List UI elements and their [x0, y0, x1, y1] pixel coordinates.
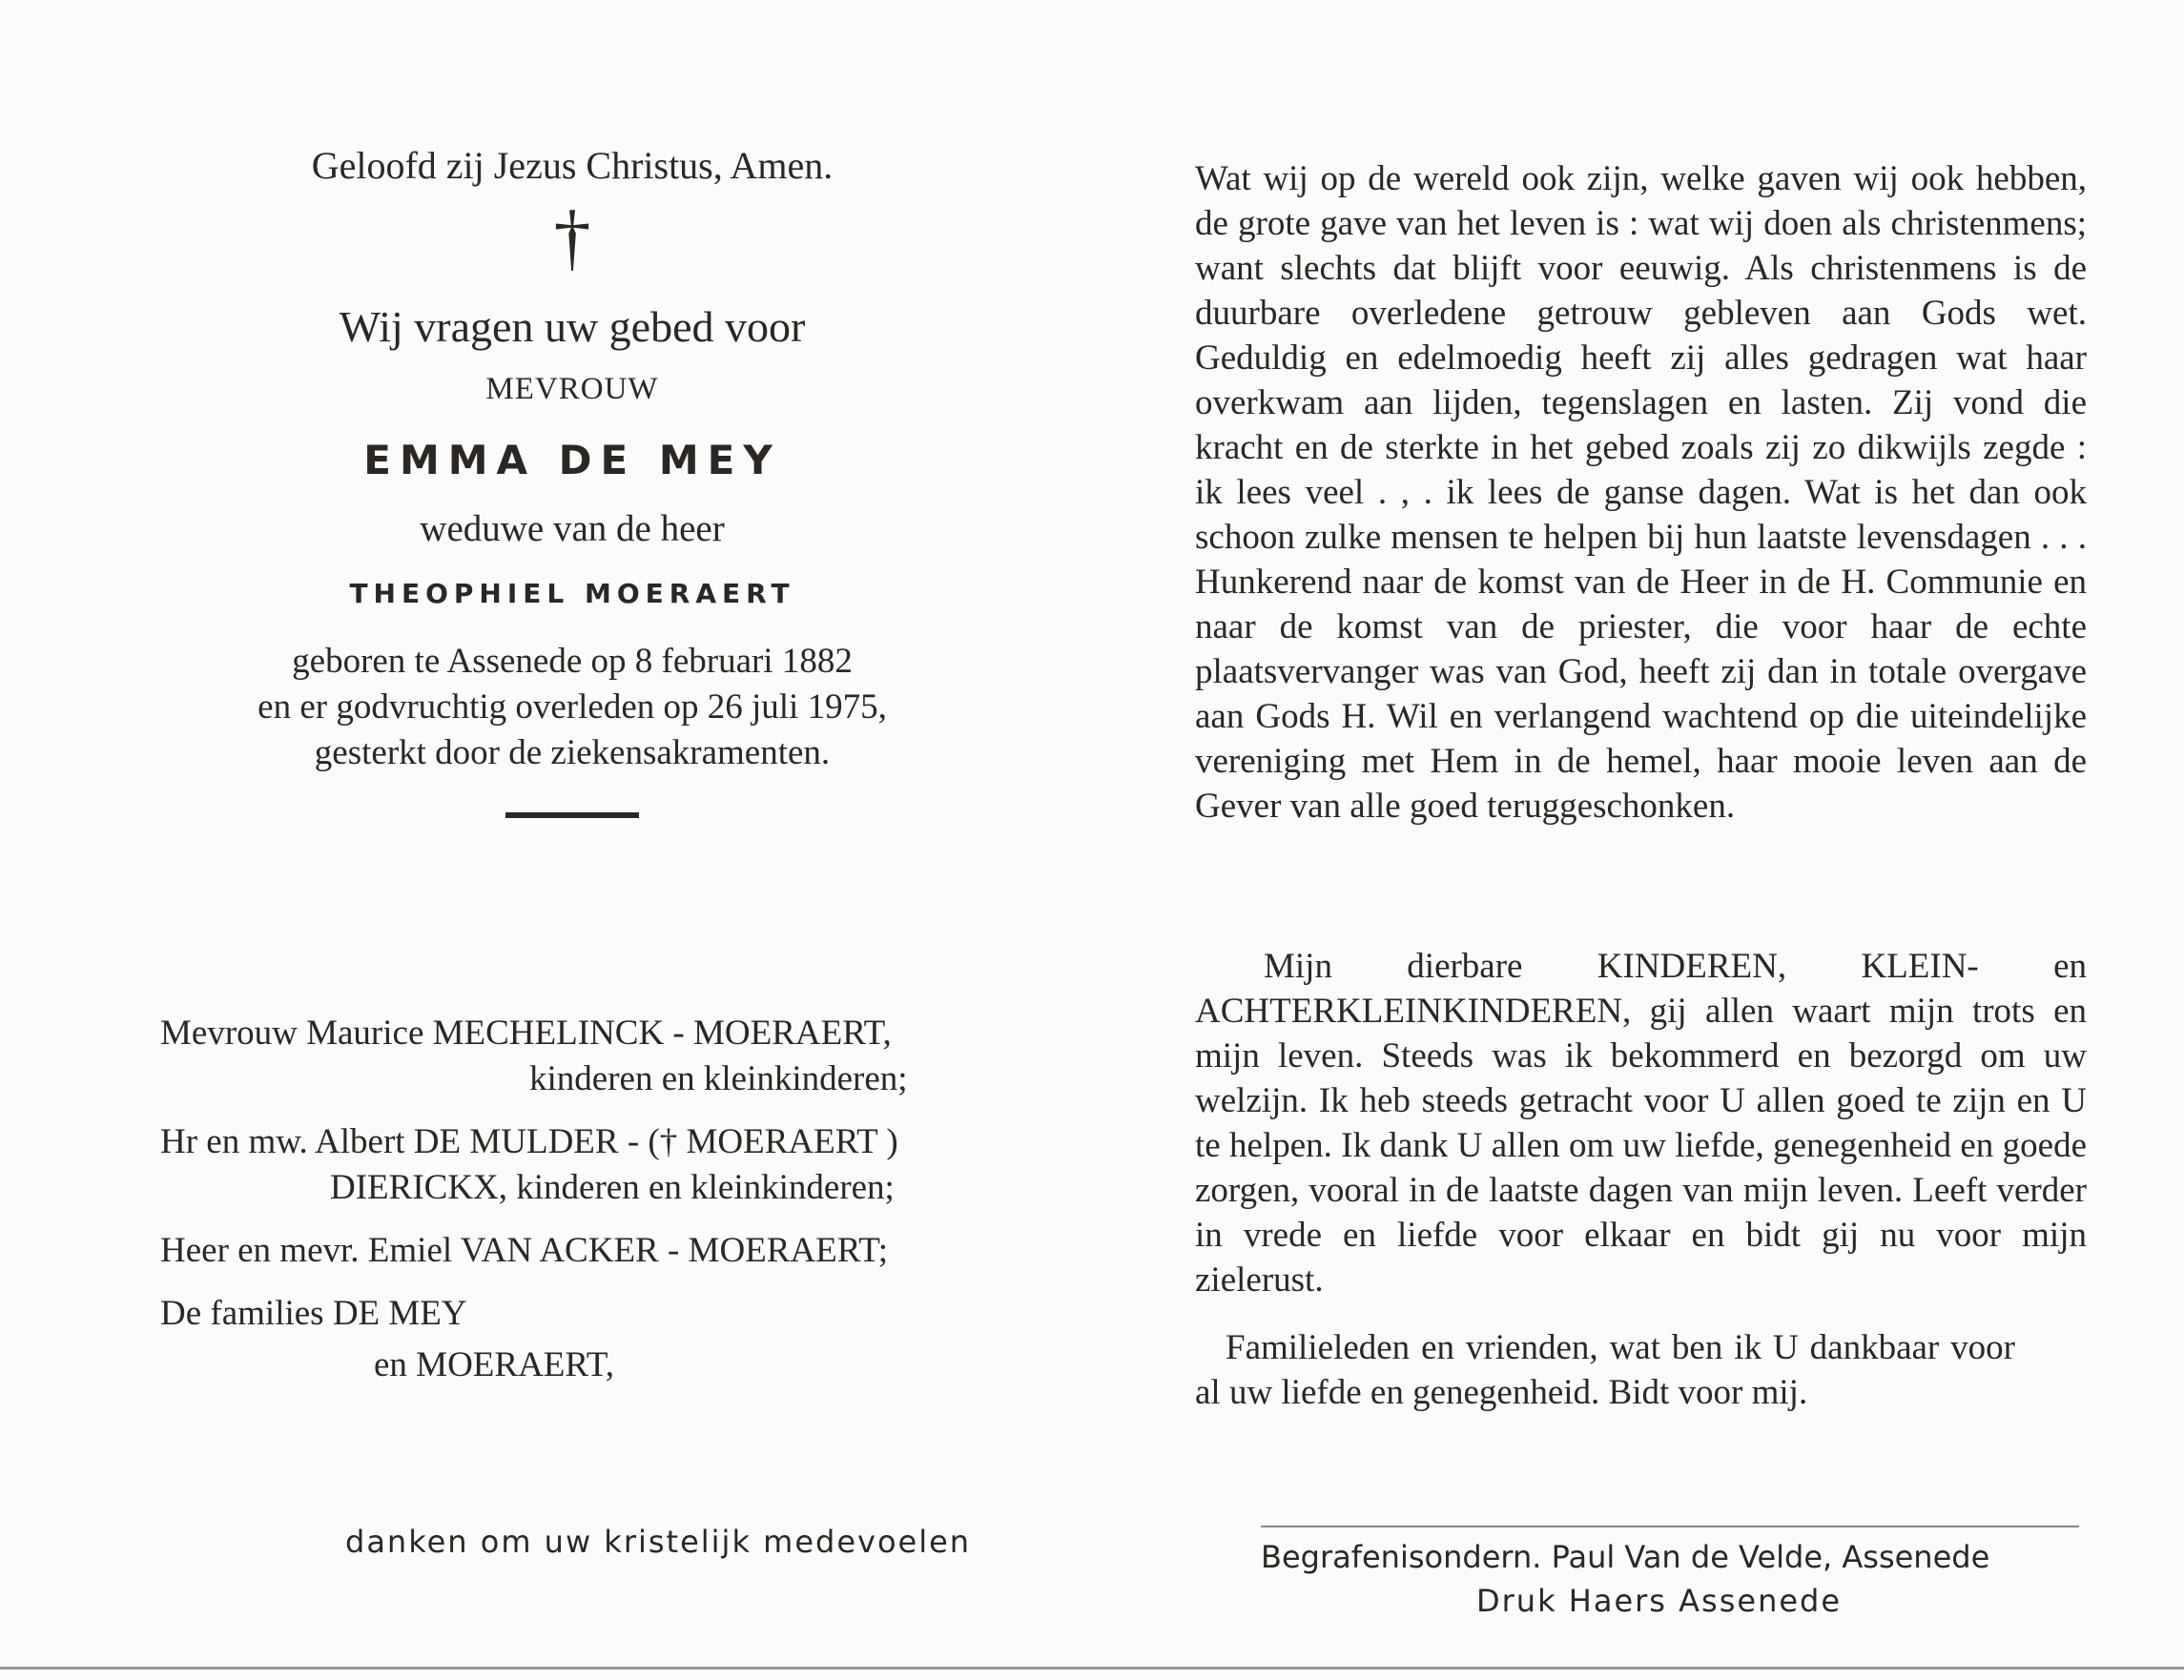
family-line: Mevrouw Maurice MECHELINCK - MOERAERT,	[160, 1014, 892, 1053]
widow-of: weduwe van de heer	[420, 508, 725, 549]
undertaker-credit: Begrafenisondern. Paul Van de Velde, Assenede	[1261, 1539, 1990, 1575]
family-line: Heer en mevr. Emiel VAN ACKER - MOERAERT;	[160, 1231, 889, 1270]
greeting: Geloofd zij Jezus Christus, Amen.	[311, 144, 834, 187]
family-line: Hr en mw. Albert DE MULDER - († MOERAERT )	[160, 1122, 898, 1161]
text-paragraph: Familieleden en vrienden, wat ben ik U dankbaar voor al uw liefde en genegenheid. Bidt voor mij.	[1195, 1328, 2015, 1412]
card-edge	[0, 1667, 2184, 1670]
honorific: MEVROUW	[485, 372, 659, 406]
family-line: kinderen en kleinkinderen;	[529, 1059, 908, 1098]
deceased-name: EMMA DE MEY	[363, 437, 781, 483]
death-line: en er godvruchtig overleden op 26 juli 1975,	[258, 687, 887, 727]
cross-icon: †	[553, 195, 591, 278]
printer-credit: Druk Haers Assenede	[1476, 1583, 1843, 1619]
divider	[505, 812, 639, 818]
birth-line: geboren te Assenede op 8 februari 1882	[292, 642, 853, 681]
prayer-request: Wij vragen uw gebed voor	[339, 302, 806, 351]
husband-name: THEOPHIEL MOERAERT	[349, 578, 795, 609]
sacraments-line: gesterkt door de ziekensakramenten.	[314, 733, 831, 772]
family-line: De families DE MEY	[160, 1294, 467, 1333]
family-line: DIERICKX, kinderen en kleinkinderen;	[330, 1168, 895, 1207]
family-line: en MOERAERT,	[374, 1345, 614, 1384]
thanks-line: danken om uw kristelijk medevoelen	[345, 1524, 972, 1560]
text-paragraph: Mijn dierbare KINDEREN, KLEIN- en ACHTERKLEINKINDEREN, gij allen waart mijn trots en mijn leven. Steeds was ik bekommerd en bezorgd om uw welzijn. Ik heb steeds getracht voor U allen goed te zijn en U te helpen. Ik dank U allen om uw liefde, genegenheid en goede zorgen, vooral in de laatste dagen van mijn leven. Leeft verder in vrede en liefde voor elkaar en bidt gij nu voor mijn zielerust.	[1195, 947, 2087, 1300]
footer-rule	[1261, 1526, 2079, 1527]
text-paragraph: Wat wij op de wereld ook zijn, welke gaven wij ook hebben, de grote gave van het leven is : wat wij doen als christenmens; want slechts dat blijft voor eeuwig. Als christenmens is de duurbare overledene getrouw gebleven aan Gods wet. Geduldig en edelmoedig heeft zij alles gedragen wat haar overkwam aan lijden, tegenslagen en lasten. Zij vond die kracht en de sterkte in het gebed zoals zij zo dikwijls zegde : ik lees veel . , . ik lees de ganse dagen. Wat is het dan ook schoon zulke mensen te helpen bij hun laatste levensdagen . . . Hunkerend naar de komst van de Heer in de H. Communie en naar de komst van de priester, die voor haar de echte plaatsvervanger was van God, heeft zij dan in totale overgave aan Gods H. Wil en verlangend wachtend op die uiteindelijke vereniging met Hem in de hemel, haar mooie leven aan de Gever van alle goed teruggeschonken.	[1195, 159, 2087, 826]
